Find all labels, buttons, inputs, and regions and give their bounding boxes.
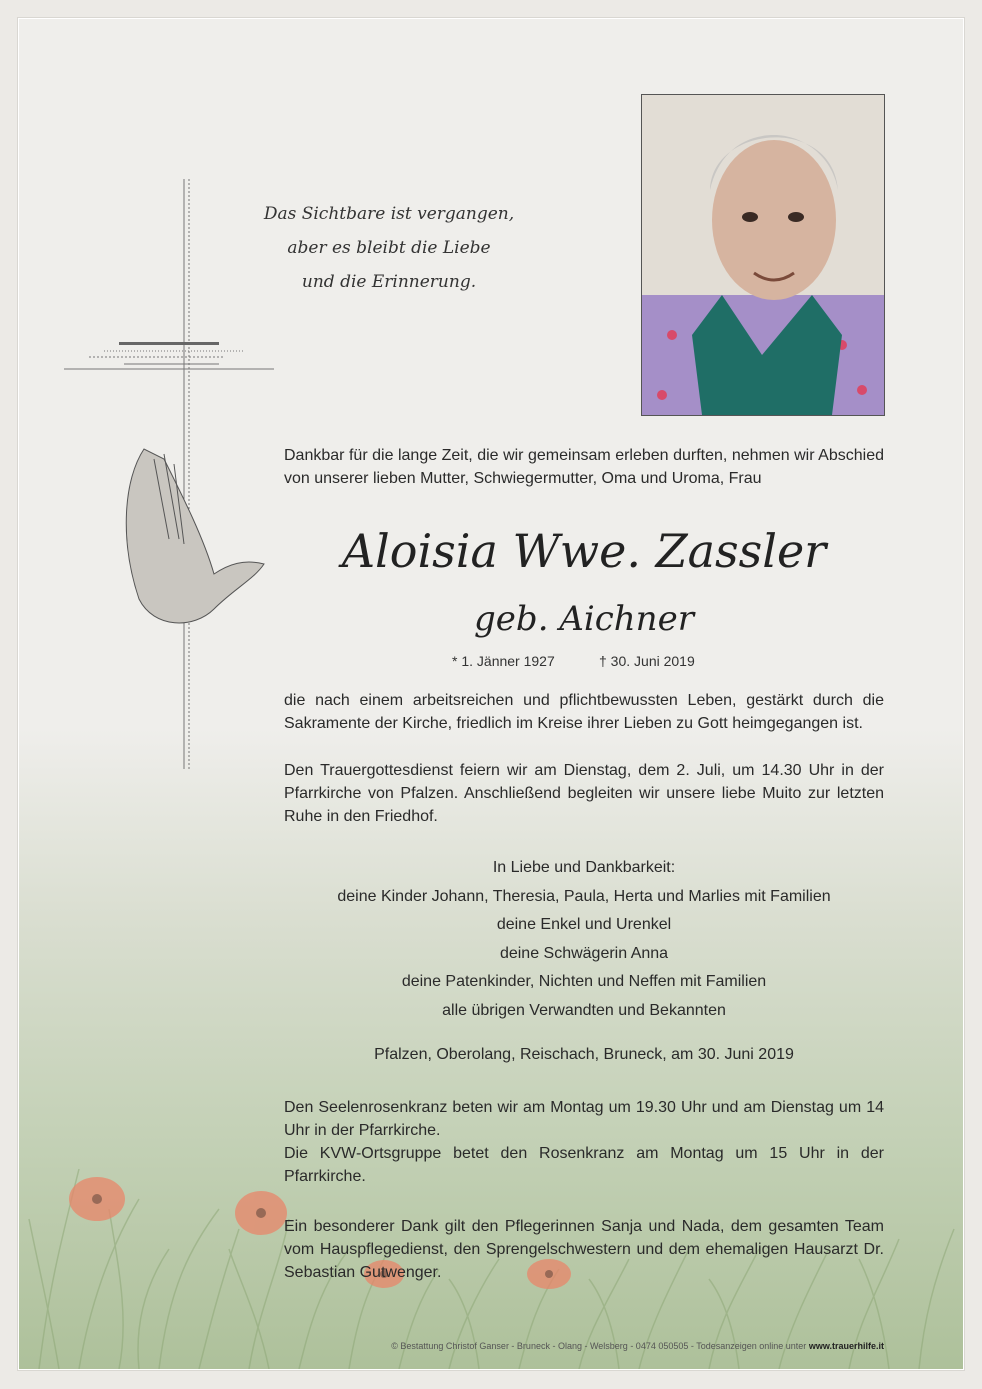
birth-name: geb. Aichner bbox=[474, 599, 694, 639]
mourner-line: deine Enkel und Urenkel bbox=[496, 916, 672, 933]
cross-with-praying-hands-icon bbox=[64, 179, 279, 779]
passing-text: die nach einem arbeitsreichen und pflichtbewussten Leben, gestärkt durch die Sakramente der Kirche, friedlich im Kreise ihrer Lieben zu Gott heimgegangen ist. bbox=[284, 692, 884, 732]
quote-line: aber es bleibt die Liebe bbox=[287, 238, 491, 258]
rosary-text: Den Seelenrosenkranz beten wir am Montag um 19.30 Uhr und am Dienstag um 14 Uhr in der Pfarrkirche. bbox=[284, 1099, 884, 1139]
quote-line: und die Erinnerung. bbox=[301, 272, 477, 292]
footer-website-link[interactable]: www.trauerhilfe.it bbox=[808, 1341, 884, 1351]
mourners-heading: In Liebe und Dankbarkeit: bbox=[492, 859, 676, 876]
mourner-line: deine Patenkinder, Nichten und Neffen mit Familien bbox=[401, 973, 767, 990]
deceased-name: Aloisia Wwe. Zassler bbox=[341, 524, 827, 578]
intro-text: Dankbar für die lange Zeit, die wir gemeinsam erleben durften, nehmen wir Abschied von unserer lieben Mutter, Schwiegermutter, Oma und Uroma, Frau bbox=[284, 447, 884, 487]
portrait-photo bbox=[641, 94, 885, 416]
kvw-rosary-text: Die KVW-Ortsgruppe betet den Rosenkranz am Montag um 15 Uhr in der Pfarrkirche. bbox=[284, 1145, 884, 1185]
place-date: Pfalzen, Oberolang, Reischach, Bruneck, am 30. Juni 2019 bbox=[374, 1046, 794, 1063]
birth-date: * 1. Jänner 1927 bbox=[452, 653, 555, 669]
mourner-line: deine Schwägerin Anna bbox=[499, 944, 669, 962]
quote bbox=[239, 197, 539, 299]
mourner-line: alle übrigen Verwandten und Bekannten bbox=[442, 1001, 726, 1019]
thanks-text: Ein besonderer Dank gilt den Pflegerinnen Sanja und Nada, dem gesamten Team vom Hauspflegedienst, den Sprengelschwestern und dem ehemaligen Hausarzt Dr. Sebastian Gutwenger. bbox=[284, 1218, 884, 1281]
obituary-card bbox=[18, 18, 964, 1370]
mourner-line: deine Kinder Johann, Theresia, Paula, Herta und Marlies mit Familien bbox=[337, 887, 831, 905]
mourners-list bbox=[284, 854, 884, 1025]
footer bbox=[284, 1341, 884, 1351]
quote-line: Das Sichtbare ist vergangen, bbox=[263, 204, 515, 224]
funeral-text: Den Trauergottesdienst feiern wir am Dienstag, dem 2. Juli, um 14.30 Uhr in der Pfarrkirche von Pfalzen. Anschließend begleiten wir unsere liebe Muito zur letzten Ruhe in den Friedhof. bbox=[284, 762, 884, 825]
death-date: † 30. Juni 2019 bbox=[599, 653, 695, 669]
footer-text: © Bestattung Christof Ganser - Bruneck - Olang - Welsberg - 0474 050505 - Todesanzeigen online unter bbox=[391, 1341, 807, 1351]
